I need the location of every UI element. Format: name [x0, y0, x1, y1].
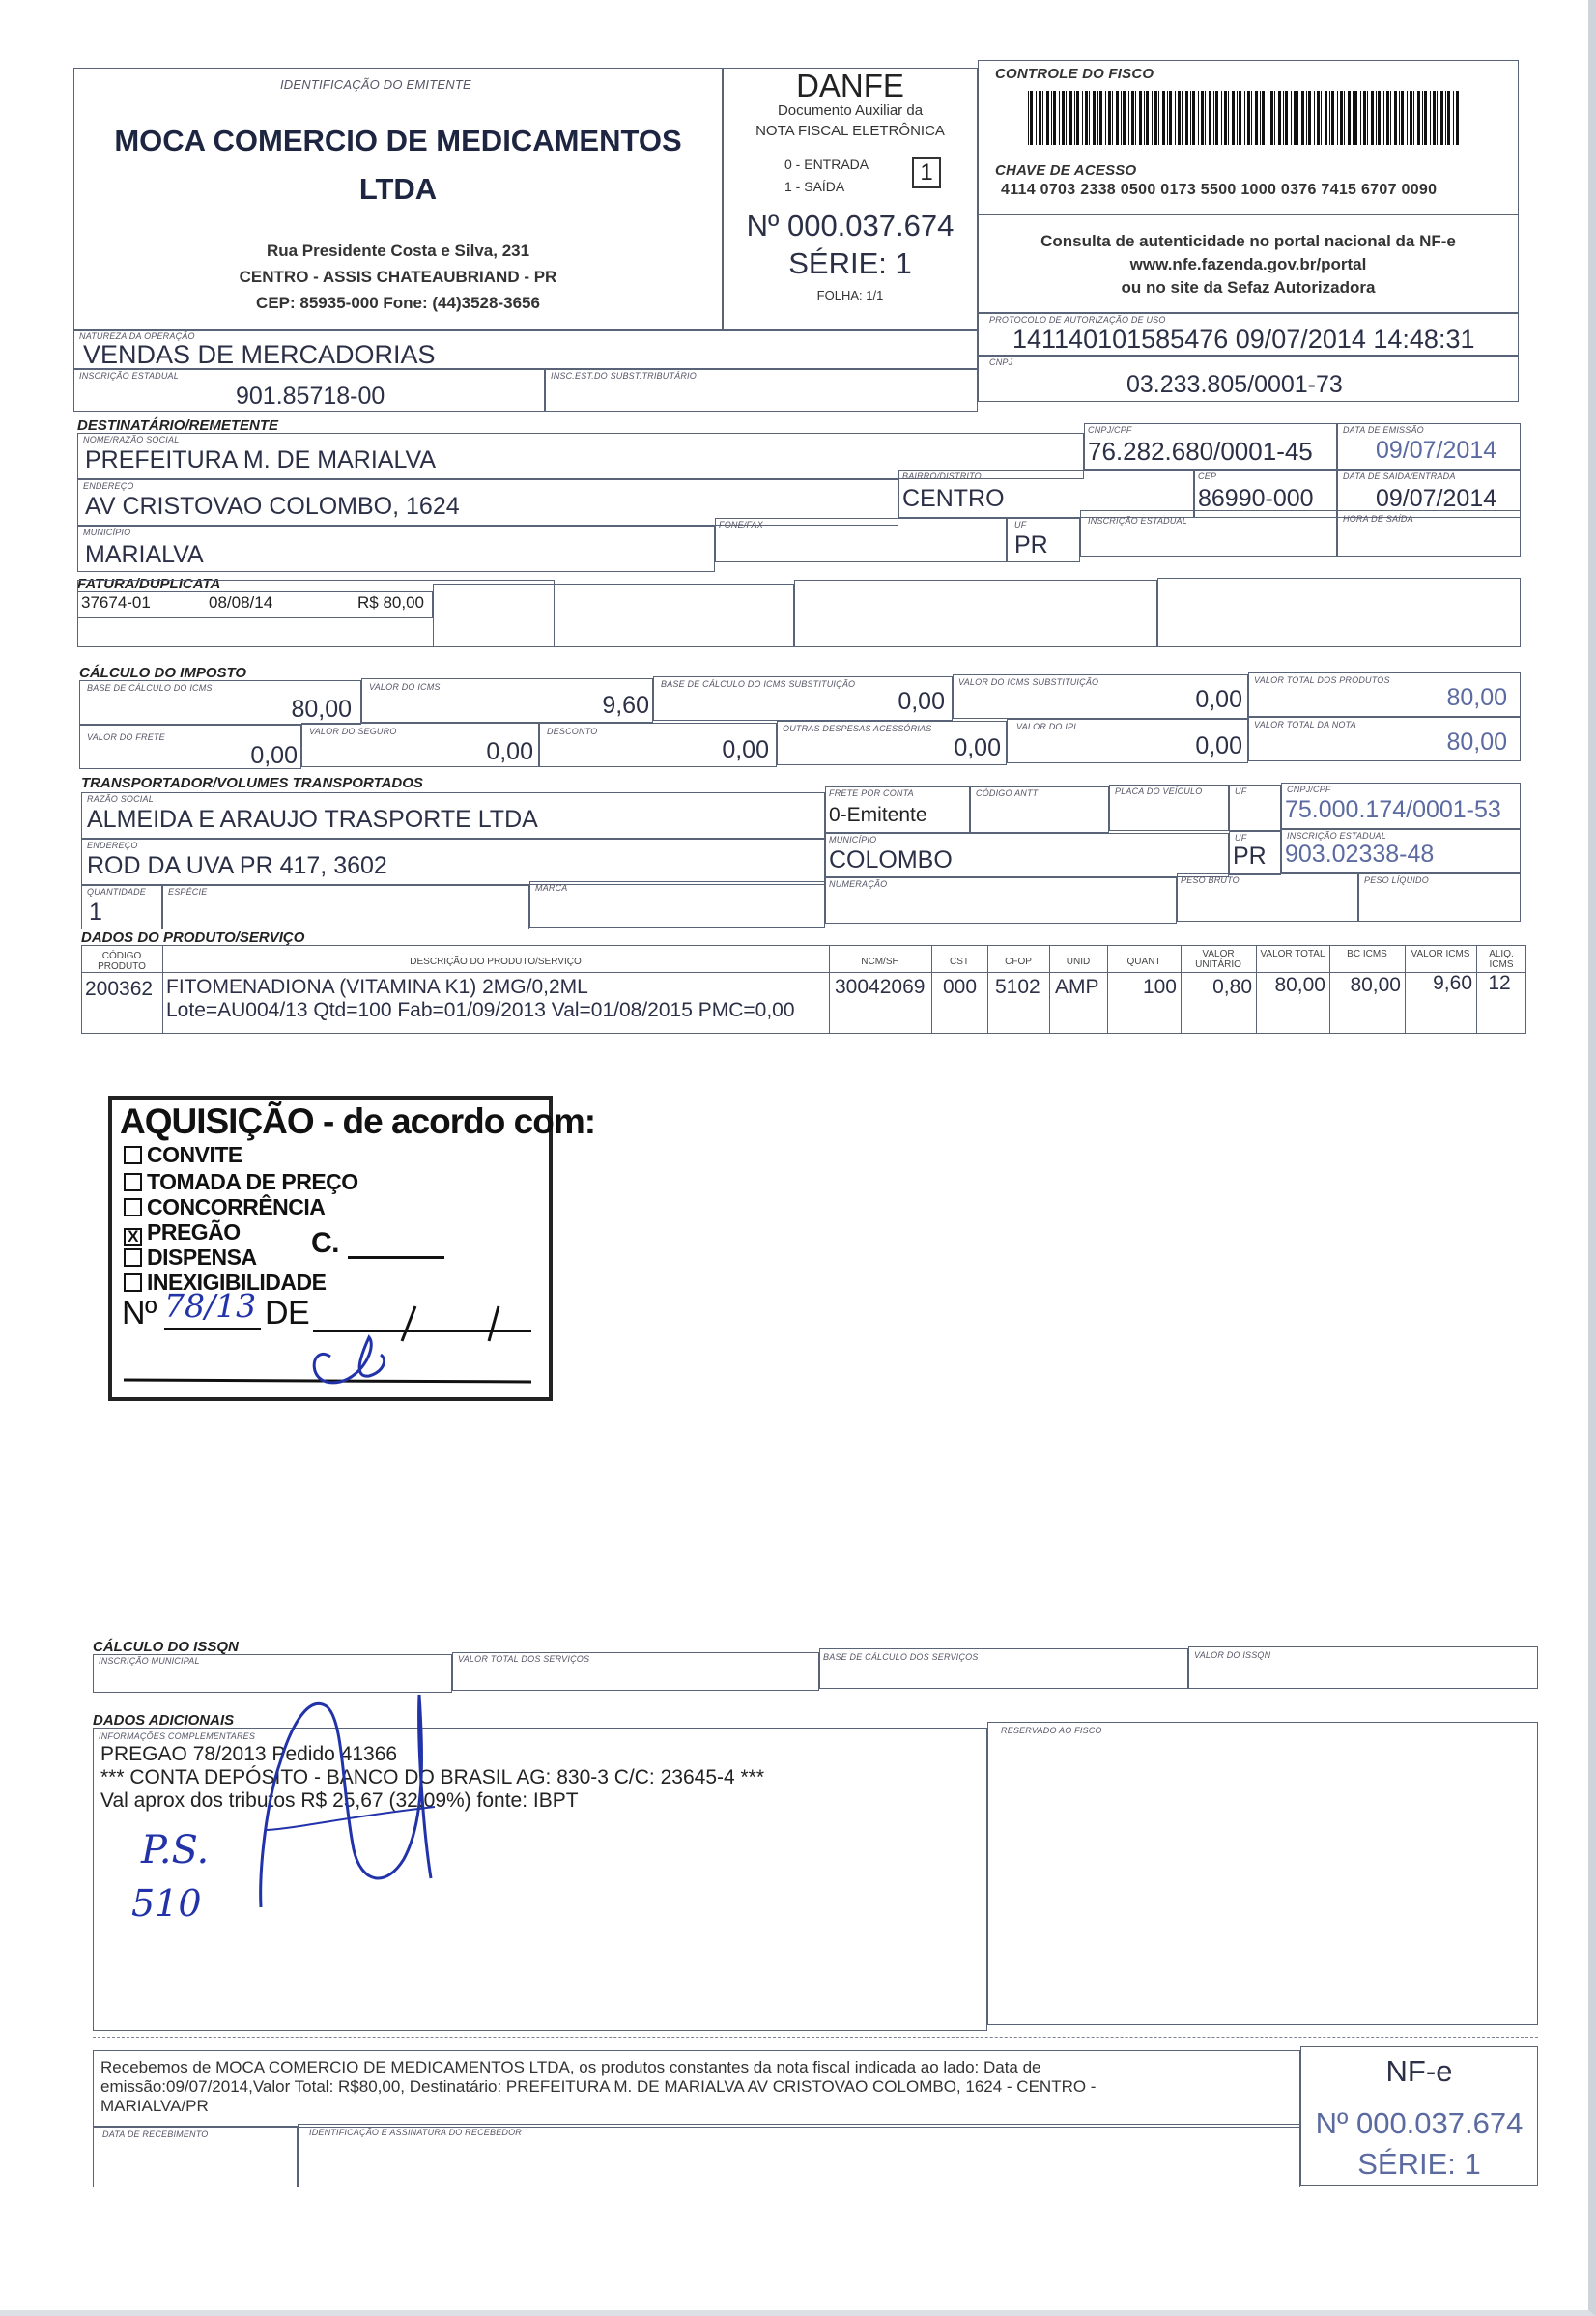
dest-uf-label: UF: [1014, 520, 1027, 529]
transp-cnpj-value: 75.000.174/0001-53: [1285, 796, 1501, 823]
natureza-value: VENDAS DE MERCADORIAS: [83, 340, 436, 369]
checkbox-inexigibilidade: [124, 1273, 142, 1292]
canhoto-text2: emissão:09/07/2014,Valor Total: R$80,00, Destinatário: PREFEITURA M. DE MARIALVA AV CRISTOVAO COLOMBO, 1624 - CENTRO -: [100, 2077, 1097, 2096]
dest-emissao-label: DATA DE EMISSÃO: [1343, 425, 1424, 435]
dest-uf-value: PR: [1014, 531, 1048, 558]
transp-razao-label: RAZÃO SOCIAL: [87, 794, 154, 804]
stamp-opt-concorrencia: [124, 1194, 325, 1220]
hand-510: 510: [131, 1882, 202, 1925]
canhoto-assinatura-label: IDENTIFICAÇÃO E ASSINATURA DO RECEBEDOR: [309, 2128, 522, 2137]
issqn-section-label: CÁLCULO DO ISSQN: [93, 1639, 239, 1655]
danfe-subtitle2: NOTA FISCAL ELETRÔNICA: [755, 123, 945, 139]
consulta-line3: ou no site da Sefaz Autorizadora: [1121, 278, 1376, 297]
stamp-opt-dispensa: [124, 1244, 257, 1271]
bc-st-label: BASE DE CÁLCULO DO ICMS SUBSTITUIÇÃO: [661, 679, 856, 689]
ie-label: INSCRIÇÃO ESTADUAL: [79, 371, 179, 381]
transp-especie-box: [162, 885, 529, 929]
ipi-label: VALOR DO IPI: [1016, 722, 1076, 731]
canhoto-serie: SÉRIE: 1: [1357, 2147, 1481, 2181]
th-v-unit: VALOR UNITÁRIO: [1195, 949, 1241, 970]
danfe-folha: FOLHA: 1/1: [816, 288, 884, 302]
transp-qtd-value: 1: [89, 899, 102, 926]
cut-line: [93, 2037, 1538, 2038]
th-unid: UNID: [1066, 957, 1091, 967]
info-line2: *** CONTA DEPÓSITO - BANCO DO BRASIL AG: 830-3 C/C: 23645-4 ***: [100, 1766, 765, 1788]
transp-frete-value: 0-Emitente: [829, 804, 927, 826]
produtos-header-divider: [81, 972, 1526, 973]
canhoto-text3: MARIALVA/PR: [100, 2097, 209, 2115]
transp-ie-value: 903.02338-48: [1285, 841, 1435, 868]
stamp-numero-hand: 78/13: [164, 1287, 257, 1325]
dest-cnpj-label: CNPJ/CPF: [1088, 425, 1132, 435]
th-v-icms: VALOR ICMS: [1411, 949, 1470, 959]
transp-razao-value: ALMEIDA E ARAUJO TRASPORTE LTDA: [87, 806, 538, 833]
issqn-im-label: INSCRIÇÃO MUNICIPAL: [99, 1656, 200, 1666]
dest-saida-value: 09/07/2014: [1376, 485, 1497, 512]
hand-ps: P.S.: [141, 1828, 210, 1873]
v-nota-value: 80,00: [1446, 729, 1507, 756]
item-aliq: 12: [1488, 972, 1511, 994]
transp-liquido-label: PESO LÍQUIDO: [1364, 875, 1429, 885]
th-bc: BC ICMS: [1347, 949, 1387, 959]
danfe-saida: 1 - SAÍDA: [784, 179, 845, 194]
canhoto-data-label: DATA DE RECEBIMENTO: [102, 2130, 209, 2139]
stamp-opt-convite-label: CONVITE: [147, 1142, 242, 1167]
canhoto-numero: Nº 000.037.674: [1315, 2106, 1524, 2140]
stamp-opt-pregao-label: PREGÃO: [147, 1219, 241, 1244]
produtos-section-label: DADOS DO PRODUTO/SERVIÇO: [81, 929, 305, 946]
transportador-section-label: TRANSPORTADOR/VOLUMES TRANSPORTADOS: [81, 775, 423, 791]
natureza-label: NATUREZA DA OPERAÇÃO: [79, 331, 195, 341]
danfe-serie: SÉRIE: 1: [788, 246, 912, 280]
emitente-address: Rua Presidente Costa e Silva, 231: [266, 242, 530, 260]
protocolo-label: PROTOCOLO DE AUTORIZAÇÃO DE USO: [989, 315, 1166, 325]
issqn-v-issqn-label: VALOR DO ISSQN: [1194, 1650, 1271, 1660]
reservado-fisco-label: RESERVADO AO FISCO: [1001, 1726, 1102, 1735]
checkbox-convite: [124, 1146, 142, 1164]
desconto-label: DESCONTO: [547, 727, 598, 736]
bc-icms-value: 80,00: [291, 696, 352, 723]
item-ncm: 30042069: [835, 976, 926, 998]
canhoto-nfe: NF-e: [1385, 2054, 1453, 2088]
dest-bairro-label: BAIRRO/DISTRITO: [902, 472, 982, 481]
transp-numeracao-label: NUMERAÇÃO: [829, 879, 888, 889]
transp-ie-label: INSCRIÇÃO ESTADUAL: [1287, 831, 1386, 841]
th-cfop: CFOP: [1005, 957, 1032, 967]
transp-endereco-value: ROD DA UVA PR 417, 3602: [87, 852, 387, 879]
th-descricao: DESCRIÇÃO DO PRODUTO/SERVIÇO: [410, 957, 582, 967]
controle-fisco-label: CONTROLE DO FISCO: [995, 66, 1154, 82]
dest-ie-label: INSCRIÇÃO ESTADUAL: [1088, 516, 1187, 526]
fatura-col2: [433, 584, 794, 647]
dest-nome-label: NOME/RAZÃO SOCIAL: [83, 435, 180, 444]
emitente-name-line2: LTDA: [358, 172, 438, 206]
th-cst: CST: [950, 957, 969, 967]
v-st-label: VALOR DO ICMS SUBSTITUIÇÃO: [958, 677, 1099, 687]
fatura-col3: [794, 580, 1157, 647]
transp-placa-label: PLACA DO VEÍCULO: [1115, 786, 1203, 796]
danfe-subtitle1: Documento Auxiliar da: [777, 102, 924, 119]
fatura-col4: [1157, 578, 1521, 647]
dest-bairro-value: CENTRO: [902, 485, 1005, 512]
consulta-line1: Consulta de autenticidade no portal nacional da NF-e: [1040, 232, 1456, 250]
stamp-opt-pregao: [124, 1219, 241, 1246]
stamp-signature-icon: [116, 1301, 541, 1397]
protocolo-value: 141140101585476 09/07/2014 14:48:31: [1012, 325, 1475, 354]
adicionais-section-label: DADOS ADICIONAIS: [93, 1712, 235, 1729]
stamp-numero-prefix: Nº: [122, 1295, 157, 1331]
v-prod-label: VALOR TOTAL DOS PRODUTOS: [1254, 675, 1390, 685]
transp-bruto-label: PESO BRUTO: [1181, 875, 1240, 885]
th-ncm: NCM/SH: [861, 957, 899, 967]
transp-qtd-label: QUANTIDADE: [87, 887, 147, 897]
frete-label: VALOR DO FRETE: [87, 732, 165, 742]
divider: [978, 214, 1519, 215]
item-quant: 100: [1142, 976, 1177, 998]
emitente-label: IDENTIFICAÇÃO DO EMITENTE: [280, 77, 471, 92]
th-quant: QUANT: [1126, 957, 1161, 967]
danfe-numero: Nº 000.037.674: [746, 209, 955, 243]
dest-endereco-value: AV CRISTOVAO COLOMBO, 1624: [85, 493, 460, 520]
item-bc: 80,00: [1350, 974, 1401, 996]
dest-saida-label: DATA DE SAÍDA/ENTRADA: [1343, 472, 1456, 481]
cnpj-label: CNPJ: [989, 357, 1013, 367]
danfe-title: DANFE: [796, 68, 904, 103]
v-icms-label: VALOR DO ICMS: [369, 682, 441, 692]
danfe-tipo-box: 1: [912, 157, 941, 188]
item-v-total: 80,00: [1274, 974, 1325, 996]
dest-hora-label: HORA DE SAÍDA: [1343, 514, 1413, 524]
stamp-opt-concorrencia-label: CONCORRÊNCIA: [147, 1194, 326, 1219]
destinatario-section-label: DESTINATÁRIO/REMETENTE: [77, 417, 279, 434]
item-descricao1: FITOMENADIONA (VITAMINA K1) 2MG/0,2ML: [166, 976, 588, 998]
bc-icms-label: BASE DE CÁLCULO DO ICMS: [87, 683, 213, 693]
stamp-opt-convite: [124, 1142, 242, 1168]
stamp-de-label: DE: [265, 1295, 310, 1331]
emitente-cep-phone: CEP: 85935-000 Fone: (44)3528-3656: [256, 294, 540, 312]
reservado-fisco-box: [987, 1722, 1538, 2025]
transp-municipio-value: COLOMBO: [829, 846, 953, 873]
transp-marca-box: [529, 881, 825, 928]
transp-uf-label: UF: [1235, 786, 1247, 796]
stamp-c-label: C.: [311, 1227, 339, 1259]
transp-uf2-label: UF: [1235, 833, 1247, 843]
outras-value: 0,00: [954, 734, 1001, 761]
seguro-label: VALOR DO SEGURO: [309, 727, 397, 736]
cnpj-emitente-value: 03.233.805/0001-73: [1126, 371, 1343, 398]
fatura-valor: R$ 80,00: [357, 593, 424, 612]
info-complementares-label: INFORMAÇÕES COMPLEMENTARES: [99, 1731, 256, 1741]
item-v-icms: 9,60: [1433, 972, 1472, 994]
desconto-value: 0,00: [722, 736, 769, 763]
dest-nome-value: PREFEITURA M. DE MARIALVA: [85, 446, 437, 473]
stamp-opt-dispensa-label: DISPENSA: [147, 1244, 257, 1270]
dest-cep-label: CEP: [1198, 472, 1217, 481]
checkbox-pregao-checked: X: [124, 1228, 142, 1246]
bc-st-value: 0,00: [898, 688, 945, 715]
v-nota-label: VALOR TOTAL DA NOTA: [1254, 720, 1356, 729]
ipi-value: 0,00: [1195, 732, 1242, 759]
fatura-vencimento: 08/08/14: [209, 593, 273, 612]
frete-value: 0,00: [250, 742, 298, 769]
v-st-value: 0,00: [1195, 686, 1242, 713]
th-codigo: CÓDIGO PRODUTO: [98, 951, 146, 972]
v-icms-value: 9,60: [602, 692, 649, 719]
transp-frete-label: FRETE POR CONTA: [829, 788, 914, 798]
transp-uf2-value: PR: [1233, 843, 1267, 870]
item-unid: AMP: [1055, 976, 1099, 998]
emitente-district: CENTRO - ASSIS CHATEAUBRIAND - PR: [239, 268, 557, 286]
dest-fone-label: FONE/FAX: [719, 520, 763, 529]
ie-st-label: INSC.EST.DO SUBST.TRIBUTÁRIO: [551, 371, 697, 381]
dest-municipio-label: MUNICÍPIO: [83, 528, 131, 537]
checkbox-dispensa: [124, 1248, 142, 1267]
chave-label: CHAVE DE ACESSO: [995, 162, 1137, 179]
info-line1: PREGAO 78/2013 Pedido 41366: [100, 1743, 398, 1765]
emitente-name-line1: MOCA COMERCIO DE MEDICAMENTOS: [114, 124, 682, 157]
th-v-total: VALOR TOTAL: [1260, 949, 1325, 959]
item-cst: 000: [943, 976, 978, 998]
th-aliq: ALIQ. ICMS: [1489, 949, 1514, 970]
transp-especie-label: ESPÉCIE: [168, 887, 208, 897]
dest-emissao-value: 09/07/2014: [1376, 437, 1497, 464]
issqn-v-serv-label: VALOR TOTAL DOS SERVIÇOS: [458, 1654, 590, 1664]
stamp-c-line: [348, 1256, 444, 1259]
transp-endereco-label: ENDEREÇO: [87, 841, 138, 850]
imposto-section-label: CÁLCULO DO IMPOSTO: [79, 665, 247, 681]
chave-acesso: 4114 0703 2338 0500 0173 5500 1000 0376 7415 6707 0090: [1001, 182, 1438, 198]
handwritten-signature-icon: [242, 1685, 473, 1917]
transp-municipio-label: MUNICÍPIO: [829, 835, 877, 844]
checkbox-concorrencia: [124, 1198, 142, 1216]
transp-antt-label: CÓDIGO ANTT: [976, 788, 1039, 798]
barcode-icon: [1028, 91, 1463, 145]
transp-cnpj-label: CNPJ/CPF: [1287, 785, 1331, 794]
stamp-opt-inexigibilidade-label: INEXIGIBILIDADE: [147, 1270, 327, 1295]
fatura-numero: 37674-01: [81, 593, 151, 612]
outras-label: OUTRAS DESPESAS ACESSÓRIAS: [783, 724, 932, 733]
dest-cep-value: 86990-000: [1198, 485, 1314, 512]
issqn-bc-label: BASE DE CÁLCULO DOS SERVIÇOS: [823, 1652, 979, 1662]
fatura-section-label: FATURA/DUPLICATA: [77, 576, 221, 592]
item-codigo: 200362: [85, 978, 154, 1000]
stamp-title: AQUISIÇÃO - de acordo com:: [120, 1101, 596, 1141]
ie-value: 901.85718-00: [236, 383, 385, 410]
stamp-opt-tomada: [124, 1169, 358, 1195]
dest-endereco-label: ENDEREÇO: [83, 481, 134, 491]
canhoto-text1: Recebemos de MOCA COMERCIO DE MEDICAMENTOS LTDA, os produtos constantes da nota fiscal indicada ao lado: Data de: [100, 2058, 1041, 2076]
transp-marca-label: MARCA: [535, 883, 568, 893]
consulta-line2: www.nfe.fazenda.gov.br/portal: [1129, 255, 1367, 273]
checkbox-tomada: [124, 1173, 142, 1191]
stamp-opt-tomada-label: TOMADA DE PREÇO: [147, 1169, 358, 1194]
v-prod-value: 80,00: [1446, 684, 1507, 711]
item-cfop: 5102: [995, 976, 1040, 998]
dest-municipio-value: MARIALVA: [85, 541, 204, 568]
item-v-unit: 0,80: [1212, 976, 1252, 998]
seguro-value: 0,00: [486, 738, 533, 765]
dest-cnpj-value: 76.282.680/0001-45: [1088, 437, 1313, 466]
danfe-entrada: 0 - ENTRADA: [784, 157, 869, 172]
item-descricao2: Lote=AU004/13 Qtd=100 Fab=01/09/2013 Val=01/08/2015 PMC=0,00: [166, 999, 795, 1021]
info-line3: Val aprox dos tributos R$ 25,67 (32,09%) fonte: IBPT: [100, 1789, 579, 1812]
